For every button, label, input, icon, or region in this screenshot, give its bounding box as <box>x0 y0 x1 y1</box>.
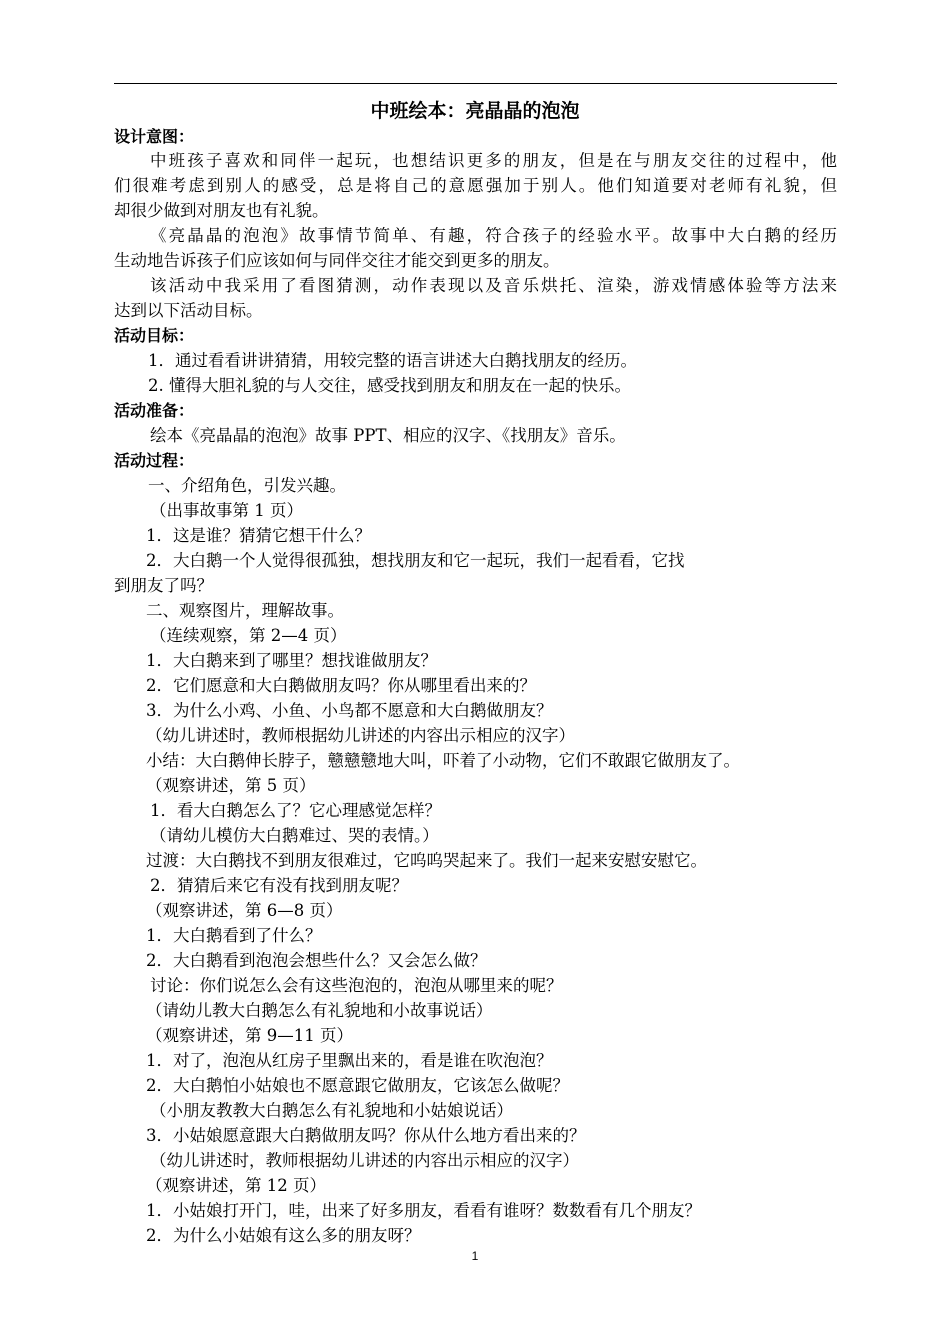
paragraph-line: 中班孩子喜欢和同伴一起玩，也想结识更多的朋友，但是在与朋友交往的过程中，他 <box>150 151 837 170</box>
section-heading-preparation: 活动准备： <box>114 401 195 420</box>
process-line: （观察讲述，第 6—8 页） <box>146 901 343 920</box>
process-line: （小朋友教教大白鹅怎么有礼貌地和小姑娘说话） <box>150 1101 513 1120</box>
process-line: 1．看大白鹅怎么了？它心理感觉怎样？ <box>150 801 441 820</box>
process-line: 1．这是谁？猜猜它想干什么？ <box>146 526 371 545</box>
process-line: （幼儿讲述时，教师根据幼儿讲述的内容出示相应的汉字） <box>150 1151 579 1170</box>
process-line: 2．大白鹅怕小姑娘也不愿意跟它做朋友，它该怎么做呢？ <box>146 1076 569 1095</box>
page-title: 中班绘本：亮晶晶的泡泡 <box>370 100 580 122</box>
page-number: 1 <box>471 1249 479 1263</box>
process-line: 一、介绍角色，引发兴趣。 <box>148 476 346 495</box>
process-line: （请幼儿教大白鹅怎么有礼貌地和小故事说话） <box>146 1001 493 1020</box>
process-line: （连续观察，第 2—4 页） <box>150 626 347 645</box>
process-line: （幼儿讲述时，教师根据幼儿讲述的内容出示相应的汉字） <box>146 726 575 745</box>
section-heading-goals: 活动目标： <box>114 326 195 345</box>
process-line: 到朋友了吗？ <box>114 576 213 595</box>
process-line: 过渡：大白鹅找不到朋友很难过，它呜呜哭起来了。我们一起来安慰安慰它。 <box>146 851 707 870</box>
paragraph-line: 该活动中我采用了看图猜测，动作表现以及音乐烘托、渲染，游戏情感体验等方法来 <box>150 276 837 295</box>
paragraph-line: 们很难考虑到别人的感受，总是将自己的意愿强加于别人。他们知道要对老师有礼貌，但 <box>114 176 837 195</box>
section-heading-process: 活动过程： <box>114 451 195 470</box>
process-line: 2．为什么小姑娘有这么多的朋友呀？ <box>146 1226 421 1245</box>
process-line: 1．大白鹅看到了什么？ <box>146 926 322 945</box>
header-rule <box>114 83 837 84</box>
process-line: 2．大白鹅一个人觉得很孤独，想找朋友和它一起玩，我们一起看看，它找 <box>146 551 685 570</box>
process-line: 2．大白鹅看到泡泡会想些什么？又会怎么做？ <box>146 951 487 970</box>
process-line: （观察讲述，第 5 页） <box>146 776 316 795</box>
process-line: 小结：大白鹅伸长脖子，戆戆戆地大叫，吓着了小动物，它们不敢跟它做朋友了。 <box>146 751 740 770</box>
process-line: 3．为什么小鸡、小鱼、小鸟都不愿意和大白鹅做朋友？ <box>146 701 553 720</box>
paragraph-line: 《亮晶晶的泡泡》故事情节简单、有趣，符合孩子的经验水平。故事中大白鹅的经历 <box>150 226 837 245</box>
process-line: 2．它们愿意和大白鹅做朋友吗？你从哪里看出来的？ <box>146 676 536 695</box>
process-line: （观察讲述，第 12 页） <box>146 1176 326 1195</box>
section-heading-design-intent: 设计意图： <box>114 127 195 146</box>
process-line: 2．猜猜后来它有没有找到朋友呢？ <box>150 876 408 895</box>
process-line: （出事故事第 1 页） <box>150 501 303 520</box>
process-line: （观察讲述，第 9—11 页） <box>146 1026 353 1045</box>
paragraph-line: 生动地告诉孩子们应该如何与同伴交往才能交到更多的朋友。 <box>114 251 560 270</box>
process-line: 1．对了，泡泡从红房子里飘出来的，看是谁在吹泡泡？ <box>146 1051 553 1070</box>
goal-item: 2. 懂得大胆礼貌的与人交往，感受找到朋友和朋友在一起的快乐。 <box>148 376 631 395</box>
paragraph-line: 却很少做到对朋友也有礼貌。 <box>114 201 329 220</box>
process-line: 1．小姑娘打开门，哇，出来了好多朋友，看看有谁呀？数数看有几个朋友？ <box>146 1201 701 1220</box>
process-line: 讨论：你们说怎么会有这些泡泡的，泡泡从哪里来的呢？ <box>150 976 563 995</box>
process-line: （请幼儿模仿大白鹅难过、哭的表情。） <box>150 826 439 845</box>
process-line: 3．小姑娘愿意跟大白鹅做朋友吗？你从什么地方看出来的？ <box>146 1126 586 1145</box>
preparation-text: 绘本《亮晶晶的泡泡》故事 PPT、相应的汉字、《找朋友》音乐。 <box>150 426 626 445</box>
paragraph-line: 达到以下活动目标。 <box>114 301 263 320</box>
process-line: 1．大白鹅来到了哪里？想找谁做朋友？ <box>146 651 437 670</box>
process-line: 二、观察图片，理解故事。 <box>146 601 344 620</box>
goal-item: 1．通过看看讲讲猜猜，用较完整的语言讲述大白鹅找朋友的经历。 <box>148 351 637 370</box>
